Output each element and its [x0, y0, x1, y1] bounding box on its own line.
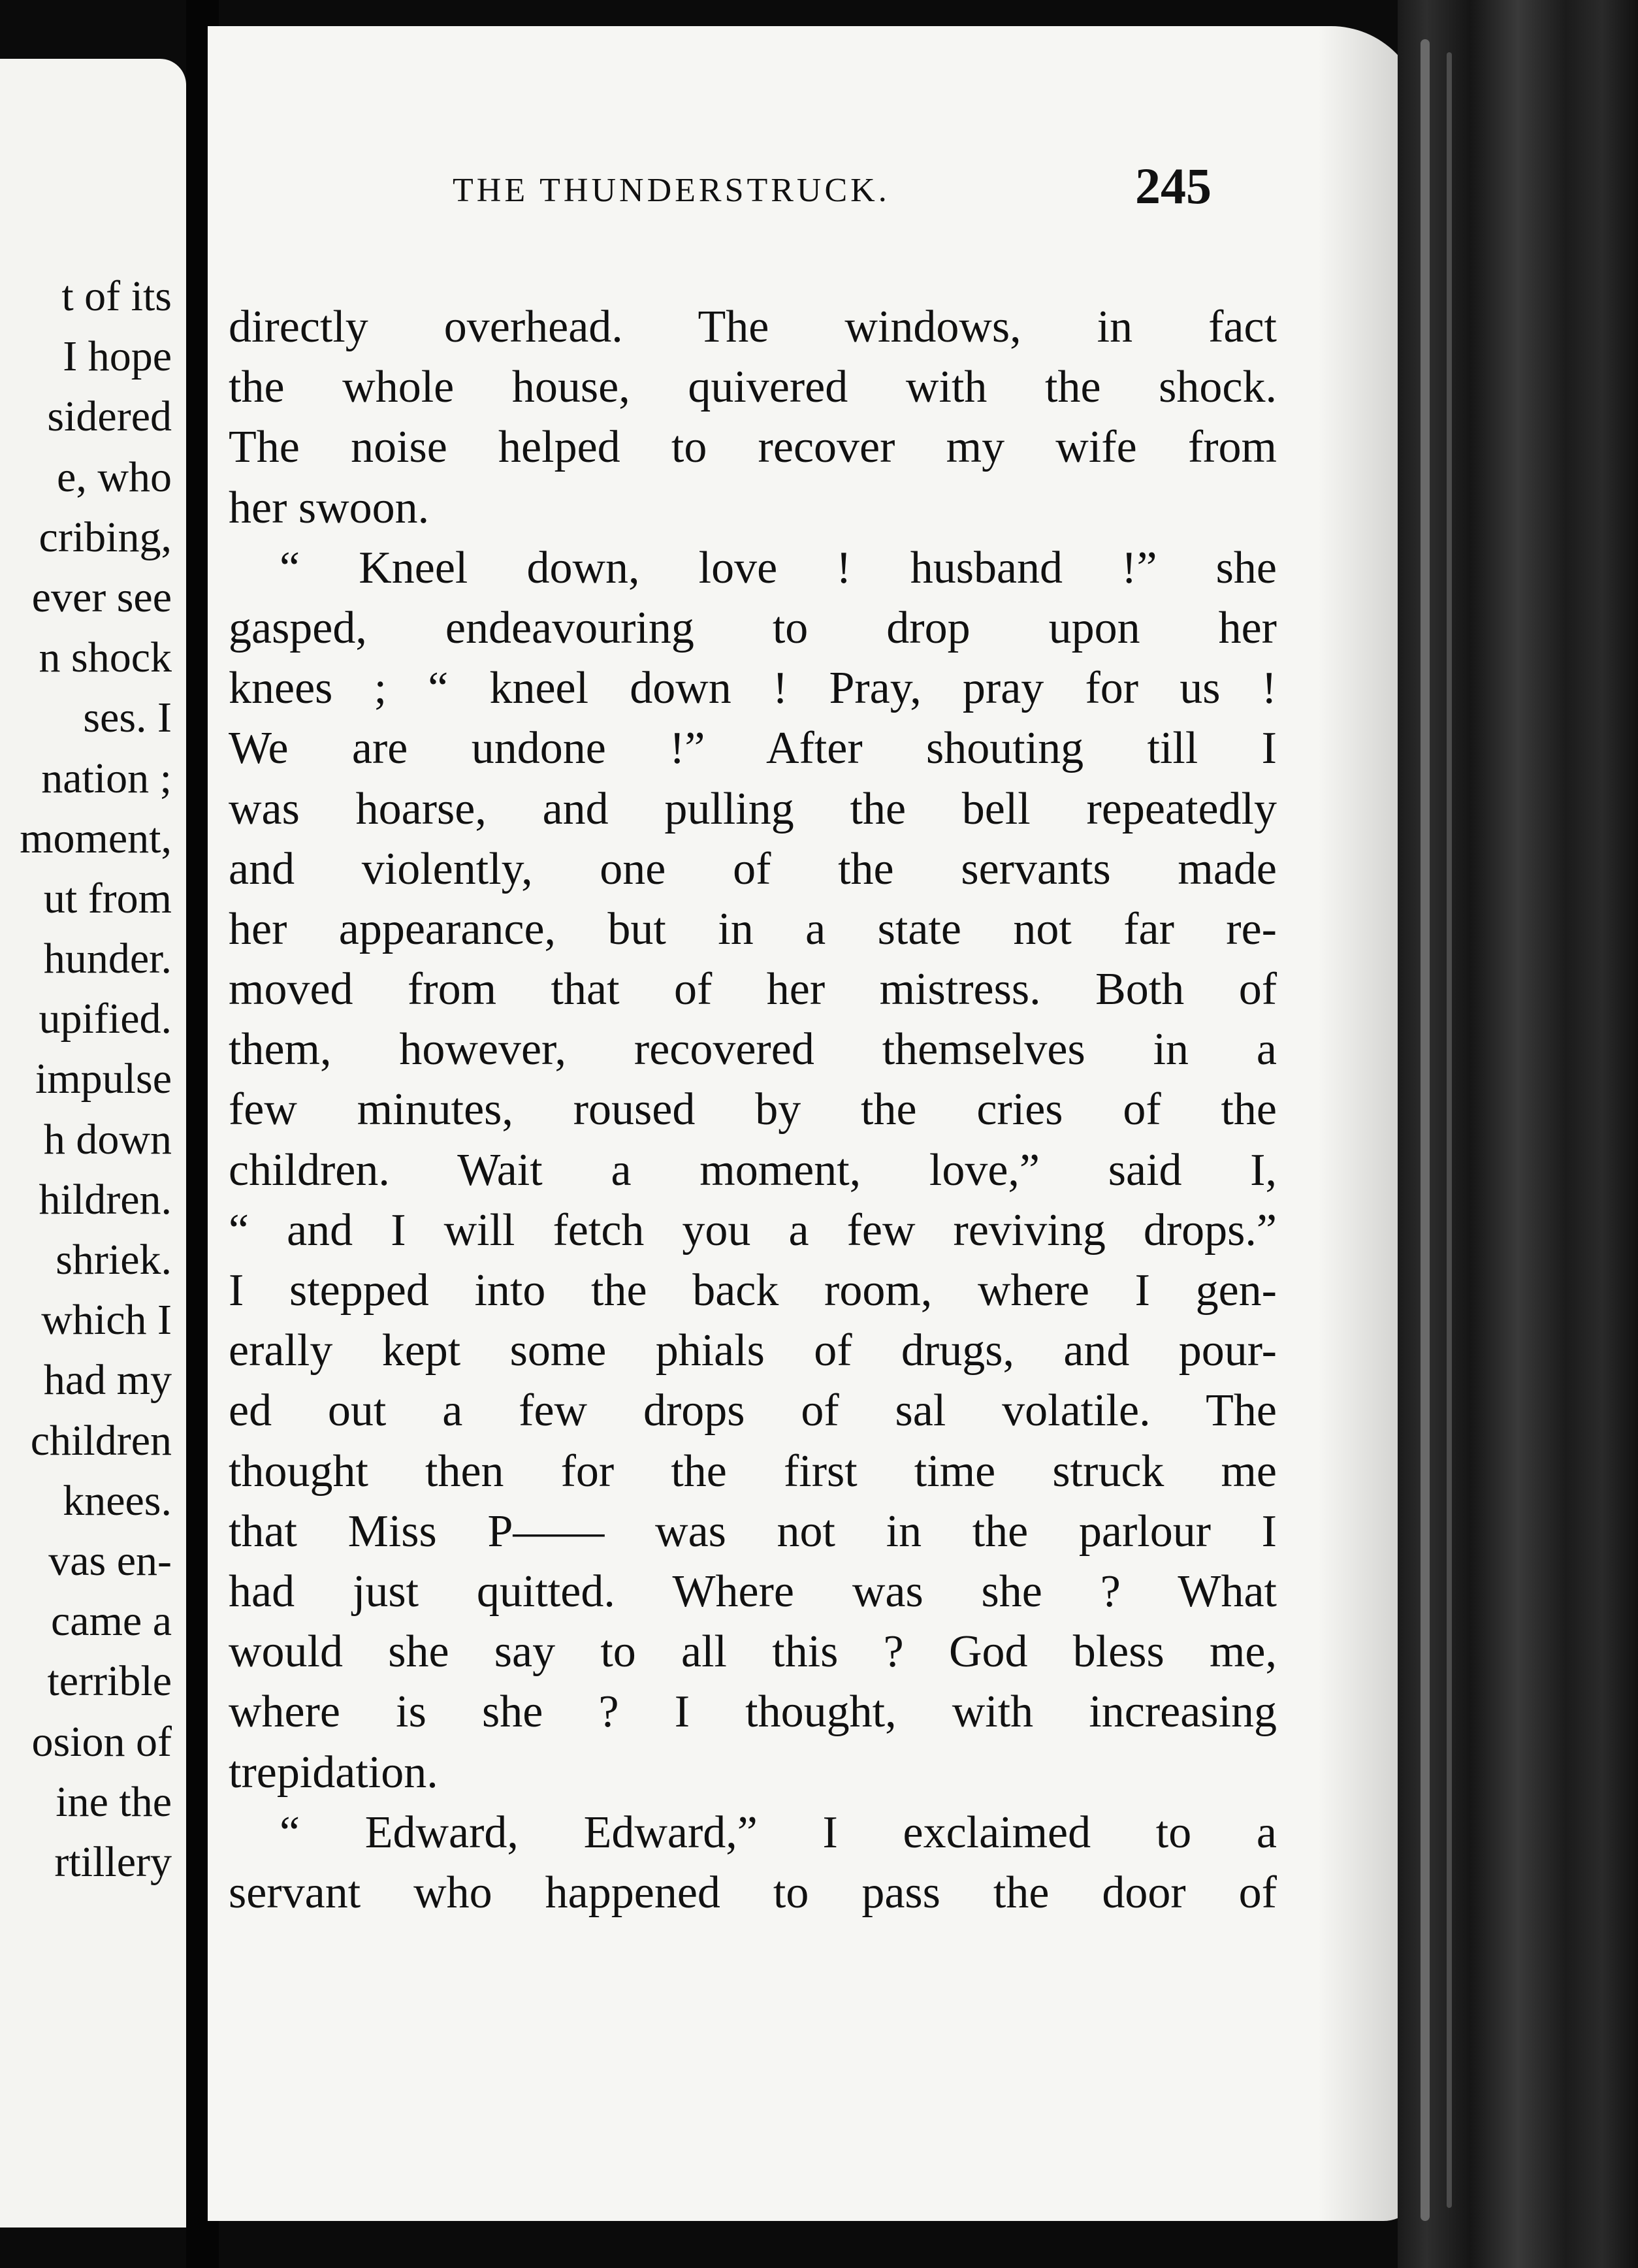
text-line: I stepped into the back room, where I gen- — [229, 1265, 1277, 1316]
left-line: ses. I — [83, 694, 172, 742]
left-line: children — [30, 1416, 172, 1465]
text-line: children. Wait a moment, love,” said I, — [229, 1144, 1277, 1195]
left-line: sidered — [47, 393, 172, 441]
text-line: and violently, one of the servants made — [229, 843, 1277, 894]
left-page-text — [20, 267, 172, 1892]
left-page — [0, 59, 186, 2228]
text-line: would she say to all this ? God bless me, — [229, 1627, 1277, 1677]
text-line: had just quitted. Where was she ? What — [229, 1566, 1277, 1617]
left-line: moment, — [20, 814, 172, 862]
page-body-text — [229, 297, 1277, 1923]
text-line: We are undone !” After shouting till I — [229, 723, 1277, 774]
left-line: terrible — [47, 1657, 172, 1706]
text-line: ed out a few drops of sal volatile. The — [229, 1385, 1277, 1436]
running-head — [208, 150, 1422, 229]
left-line: I hope — [63, 332, 172, 381]
left-line: which I — [41, 1296, 172, 1344]
text-line: gasped, endeavouring to drop upon her — [229, 602, 1277, 653]
text-line: few minutes, roused by the cries of the — [229, 1084, 1277, 1135]
left-line: had my — [43, 1356, 172, 1404]
text-line: “ Kneel down, love ! husband !” she — [280, 542, 1277, 593]
left-line: h down — [43, 1115, 172, 1163]
text-line: “ Edward, Edward,” I exclaimed to a — [280, 1807, 1277, 1858]
left-line: ine the — [56, 1777, 172, 1826]
text-line: the whole house, quivered with the shock. — [229, 362, 1277, 413]
text-line: thought then for the first time struck me — [229, 1446, 1277, 1497]
left-line: knees. — [63, 1476, 172, 1525]
page-number: 245 — [1135, 157, 1212, 214]
left-line: n shock — [39, 634, 172, 682]
text-line: erally kept some phials of drugs, and pour- — [229, 1325, 1277, 1376]
left-line: t of its — [61, 272, 172, 320]
left-line: rtillery — [54, 1838, 172, 1886]
text-line: knees ; “ kneel down ! Pray, pray for us ! — [229, 663, 1277, 714]
left-line: vas en- — [48, 1536, 172, 1585]
binding-edge — [1447, 52, 1452, 2208]
running-title: THE THUNDERSTRUCK. — [453, 172, 890, 209]
left-line: came a — [50, 1597, 172, 1645]
right-page — [208, 26, 1422, 2221]
book-binding — [1398, 0, 1638, 2268]
text-line: her swoon. — [229, 482, 430, 533]
text-line: trepidation. — [229, 1747, 438, 1798]
left-line: nation ; — [41, 754, 172, 802]
left-line: hildren. — [39, 1175, 172, 1223]
binding-edge — [1421, 39, 1430, 2221]
text-line: them, however, recovered themselves in a — [229, 1024, 1277, 1075]
left-line: ut from — [43, 874, 172, 922]
text-line: The noise helped to recover my wife from — [229, 422, 1277, 473]
left-line: upified. — [39, 995, 172, 1043]
left-line: shriek. — [56, 1236, 172, 1284]
left-line: hunder. — [43, 935, 172, 983]
text-line: servant who happened to pass the door of — [229, 1867, 1277, 1918]
text-line: that Miss P—— was not in the parlour I — [229, 1506, 1277, 1557]
text-line: moved from that of her mistress. Both of — [229, 964, 1277, 1015]
text-line: directly overhead. The windows, in fact — [229, 302, 1277, 352]
text-line: where is she ? I thought, with increasing — [229, 1687, 1277, 1738]
text-line: was hoarse, and pulling the bell repeatedly — [229, 783, 1277, 834]
left-line: ever see — [31, 573, 172, 621]
left-line: osion of — [31, 1717, 172, 1766]
left-line: impulse — [35, 1055, 172, 1103]
text-line: “ and I will fetch you a few reviving drops.” — [229, 1205, 1277, 1256]
left-line: cribing, — [39, 513, 172, 561]
left-line: e, who — [57, 453, 172, 501]
text-line: her appearance, but in a state not far re- — [229, 903, 1277, 954]
